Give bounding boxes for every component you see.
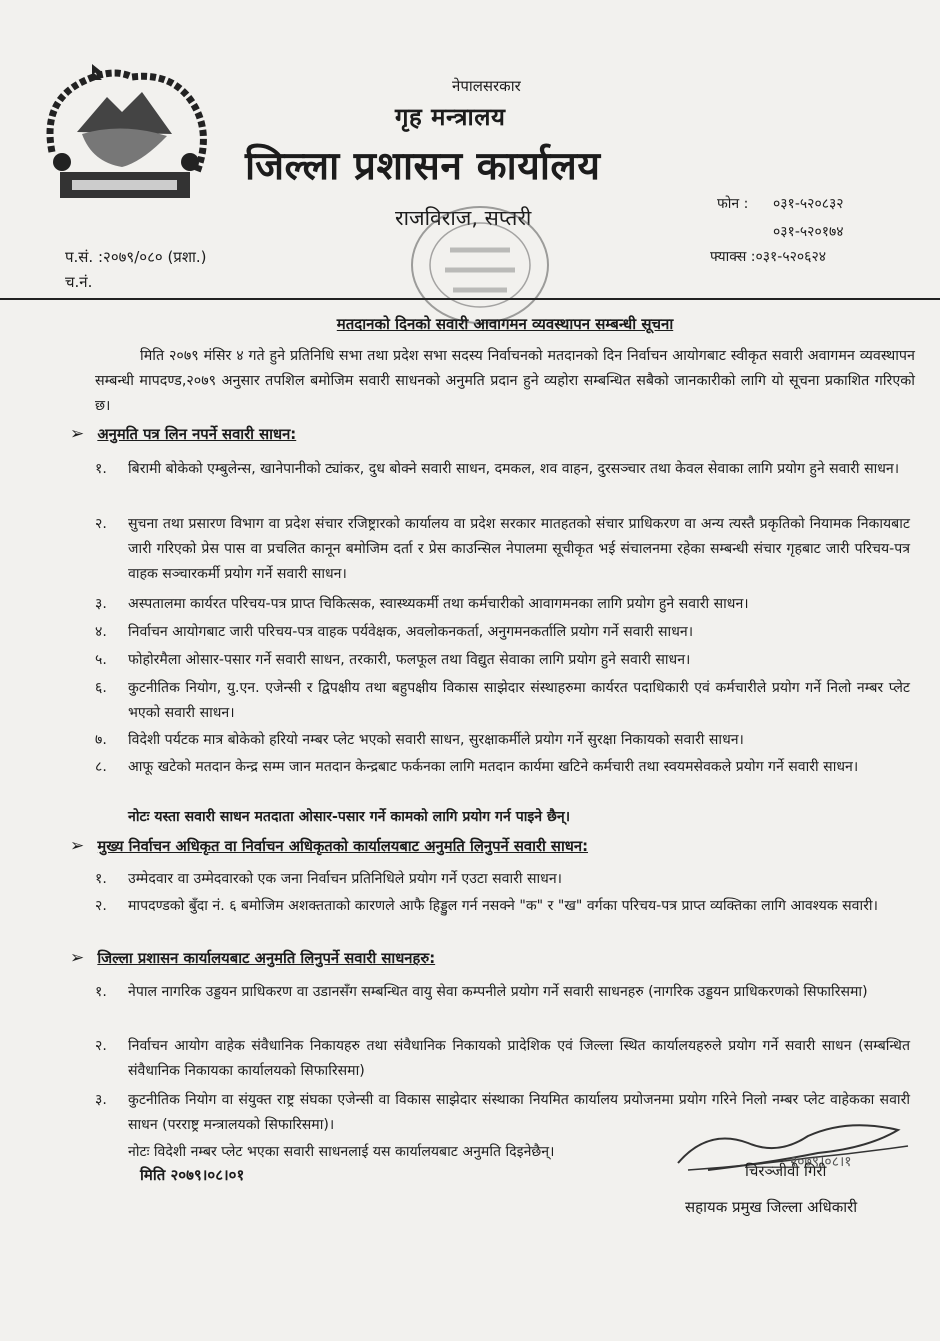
signer-title: सहायक प्रमुख जिल्ला अधिकारी — [685, 1198, 858, 1216]
item-text: उम्मेदवार वा उम्मेदवारको एक जना निर्वाचन प्रतिनिधिले प्रयोग गर्ने एउटा सवारी साधन। — [128, 871, 563, 887]
section-heading-text: मुख्य निर्वाचन अधिकृत वा निर्वाचन अधिकृतको कार्यालयबाट अनुमति लिनुपर्ने सवारी साधन: — [97, 838, 589, 855]
phone-number-1: ०३१-५२०८३२ — [773, 196, 844, 212]
item-text: आफू खटेको मतदान केन्द्र सम्म जान मतदान केन्द्रबाट फर्कनका लागि मतदान कार्यमा खटिने कर्मचारी तथा स्वयमसेवकले प्रयोग गर्ने सवारी साधन। — [128, 759, 859, 775]
notice-subject: मतदानको दिनको सवारी आवागमन व्यवस्थापन सम्बन्धी सूचना — [336, 315, 674, 333]
item-number: १. — [95, 984, 107, 1000]
item-text: अस्पतालमा कार्यरत परिचय-पत्र प्राप्त चिकित्सक, स्वास्थ्यकर्मी तथा कर्मचारीको आवागमनका लागि प्रयोग हुने सवारी साधन। — [128, 596, 749, 612]
item-number: ८. — [95, 759, 107, 775]
arrow-bullet-icon: ➢ — [70, 948, 85, 968]
item-text: बिरामी बोकेको एम्बुलेन्स, खानेपानीको ट्यांकर, दुध बोक्ने सवारी साधन, दमकल, शव वाहन, दुरसञ्चार तथा केवल सेवाका लागि प्रयोग हुने सवारी साधन। — [128, 461, 900, 477]
section-heading — [70, 836, 588, 856]
section-heading — [70, 948, 435, 968]
item-number: २. — [95, 1038, 107, 1054]
list-item — [95, 512, 920, 587]
signer-name: चिरञ्जीवी गिरी — [745, 1162, 827, 1180]
list-item — [95, 457, 920, 507]
office-location: राजविराज, सप्तरी — [395, 206, 532, 230]
item-number: ६. — [95, 680, 107, 696]
item-text: नेपाल नागरिक उड्डयन प्राधिकरण वा उडानसँग सम्बन्धित वायु सेवा कम्पनीले प्रयोग गर्ने सवारी साधनहरु (नागरिक उड्डयन प्राधिकरणको सिफारिसमा) — [128, 984, 868, 1000]
phone-label: फोन : — [717, 196, 749, 212]
item-text: कुटनीतिक नियोग, यु.एन. एजेन्सी र द्विपक्षीय तथा बहुपक्षीय विकास साझेदार संस्थाहरुमा कार्यरत पदाधिकारी एवं कर्मचारीले प्रयोग गर्ने निलो नम्बर प्लेट भएको सवारी साधन। — [128, 680, 910, 721]
item-number: २. — [95, 898, 107, 914]
item-number: ५. — [95, 652, 107, 668]
signature-date: २०७९।०८।१ — [790, 1154, 852, 1170]
item-number: १. — [95, 871, 107, 887]
item-text: निर्वाचन आयोग वाहेक संवैधानिक निकायहरु तथा संवैधानिक निकायको प्रादेशिक एवं जिल्ला स्थित कार्यालयहरुले प्रयोग गर्ने सवारी साधन (सम्बन्धित संवैधानिक निकायका कार्यालयको सिफारिसमा) — [128, 1038, 910, 1079]
reference-number: प.सं. :२०७९/०८० (प्रशा.) — [65, 248, 207, 266]
arrow-bullet-icon: ➢ — [70, 424, 85, 444]
phone-number-2: ०३१-५२०१७४ — [773, 224, 844, 240]
dispatch-number: च.नं. — [65, 273, 93, 291]
section-heading-text: जिल्ला प्रशासन कार्यालयबाट अनुमति लिनुपर्ने सवारी साधनहरु: — [97, 950, 436, 967]
item-text: निर्वाचन आयोगबाट जारी परिचय-पत्र वाहक पर्यवेक्षक, अवलोकनकर्ता, अनुगमनकर्तालि प्रयोग गर्ने सवारी साधन। — [128, 624, 694, 640]
notice-intro: मिति २०७९ मंसिर ४ गते हुने प्रतिनिधि सभा तथा प्रदेश सभा सदस्य निर्वाचनको मतदानको दिन निर्वाचन आयोगबाट स्वीकृत सवारी अवागमन व्यवस्थापन सम्बन्धी मापदण्ड,२०७९ अनुसार तपशिल बमोजिम सवारी साधनको अनुमति प्रदान हुने व्यहोरा सम्बन्धित सबैको जानकारीको लागि यो सूचना प्रकाशित गरिएको छ। — [95, 348, 915, 414]
item-number: ४. — [95, 624, 107, 640]
item-number: ३. — [95, 596, 107, 612]
header-divider — [0, 298, 940, 300]
office-name: जिल्ला प्रशासन कार्यालय — [245, 144, 601, 189]
item-number: ७. — [95, 732, 107, 748]
section-heading-text: अनुमति पत्र लिन नपर्ने सवारी साधन: — [97, 426, 297, 443]
item-text: फोहोरमैला ओसार-पसार गर्ने सवारी साधन, तरकारी, फलफूल तथा विद्युत सेवाका लागि प्रयोग हुने सवारी साधन। — [128, 652, 691, 668]
nepal-emblem-icon — [22, 62, 222, 212]
item-text: कुटनीतिक नियोग वा संयुक्त राष्ट्र संघका एजेन्सी वा विकास साझेदार संस्थाका नियमित कार्यालय प्रयोजनमा प्रयोग गरिने निलो नम्बर प्लेट वाहेकका सवारी साधन (परराष्ट्र मन्त्रालयको सिफारिसमा)। — [128, 1092, 910, 1133]
item-number: २. — [95, 516, 107, 532]
section-note: नोटः यस्ता सवारी साधन मतदाता ओसार-पसार गर्ने कामको लागि प्रयोग गर्न पाइने छैन्। — [128, 809, 571, 825]
government-name: नेपालसरकार — [452, 77, 521, 95]
item-text: मापदण्डको बुँदा नं. ६ बमोजिम अशक्तताको कारणले आफै हिड्डुल गर्न नसक्ने "क" र "ख" वर्गका परिचय-पत्र प्राप्त व्यक्तिका लागि आवश्यक सवारी। — [128, 898, 878, 914]
ministry-name: गृह मन्त्रालय — [395, 103, 506, 131]
office-stamp-icon — [405, 200, 555, 330]
section-heading — [70, 424, 296, 444]
fax-number: फ्याक्स :०३१-५२०६२४ — [710, 249, 827, 265]
item-text: विदेशी पर्यटक मात्र बोकेको हरियो नम्बर प्लेट भएको सवारी साधन, सुरक्षाकर्मीले प्रयोग गर्ने सुरक्षा निकायको सवारी साधन। — [128, 732, 744, 748]
item-text: सुचना तथा प्रसारण विभाग वा प्रदेश संचार रजिष्ट्रारको कार्यालय वा प्रदेश सरकार मातहतको संचार प्राधिकरण वा अन्य त्यस्तै प्रकृतिको नियामक निकायबाट जारी गरिएको प्रेस पास वा प्रचलित कानून बमोजिम दर्ता र प्रेस काउन्सिल नेपालमा सूचीकृत भई संचालनमा रहेका सम्बन्धी संचार गृहबाट जारी परिचय-पत्र वाहक सञ्चारकर्मी प्रयोग गर्ने सवारी साधन। — [128, 516, 910, 582]
arrow-bullet-icon: ➢ — [70, 836, 85, 856]
section-note: नोटः विदेशी नम्बर प्लेट भएका सवारी साधनलाई यस कार्यालयबाट अनुमति दिइनेछैन्। — [128, 1144, 555, 1160]
issue-date: मिति २०७९।०८।०१ — [140, 1166, 245, 1184]
item-number: ३. — [95, 1092, 107, 1108]
item-number: १. — [95, 461, 107, 477]
